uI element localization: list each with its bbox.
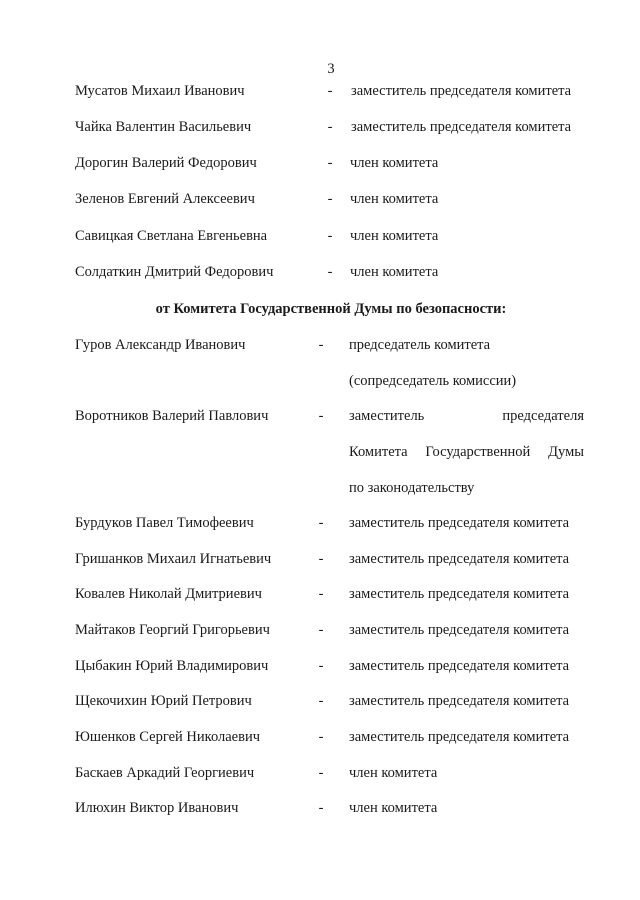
- member-dash: -: [327, 191, 333, 207]
- member-row: [0, 262, 640, 282]
- member-role: заместитель председателя комитета: [349, 586, 570, 602]
- member-role-line: председатель комитета: [349, 337, 491, 353]
- member-row: [0, 798, 640, 818]
- member-role: заместитель председателя комитета: [349, 622, 570, 638]
- member-name: Баскаев Аркадий Георгиевич: [75, 765, 255, 781]
- member-row: [0, 727, 640, 747]
- member-name: Мусатов Михаил Иванович: [75, 83, 245, 99]
- member-role: заместитель председателя комитета: [349, 693, 570, 709]
- member-row: [0, 549, 640, 569]
- member-name: Гришанков Михаил Игнатьевич: [75, 551, 272, 567]
- member-dash: -: [327, 119, 333, 135]
- member-dash: -: [318, 551, 324, 567]
- member-row: [0, 81, 640, 101]
- member-dash: -: [318, 729, 324, 745]
- member-row: [0, 620, 640, 640]
- section-heading: от Комитета Государственной Думы по безопасности:: [155, 301, 507, 317]
- member-row: [0, 153, 640, 173]
- member-dash: -: [318, 586, 324, 602]
- member-name: Гуров Александр Иванович: [75, 337, 246, 353]
- member-role: член комитета: [350, 264, 439, 280]
- member-role: член комитета: [349, 765, 438, 781]
- member-row: [0, 584, 640, 604]
- member-name: Цыбакин Юрий Владимирович: [75, 658, 269, 674]
- member-row: [0, 226, 640, 246]
- member-role: заместитель председателя комитета: [349, 551, 570, 567]
- member-name: Зеленов Евгений Алексеевич: [75, 191, 255, 207]
- member-dash: -: [327, 228, 333, 244]
- member-dash: -: [318, 765, 324, 781]
- member-name: Илюхин Виктор Иванович: [75, 800, 239, 816]
- page-number: 3: [327, 61, 335, 77]
- member-role: член комитета: [350, 191, 439, 207]
- member-role-line: Комитета Государственной Думы: [349, 444, 584, 460]
- member-role: член комитета: [350, 155, 439, 171]
- member-role: член комитета: [349, 800, 438, 816]
- member-name: Ковалев Николай Дмитриевич: [75, 586, 262, 602]
- member-row: [0, 691, 640, 711]
- member-role-line: по законодательству: [349, 480, 475, 496]
- member-dash: -: [318, 693, 324, 709]
- member-role: заместитель председателя комитета: [349, 729, 570, 745]
- member-name: Щекочихин Юрий Петрович: [75, 693, 252, 709]
- member-name: Юшенков Сергей Николаевич: [75, 729, 261, 745]
- member-dash: -: [318, 408, 324, 424]
- member-dash: -: [318, 658, 324, 674]
- member-name: Майтаков Георгий Григорьевич: [75, 622, 270, 638]
- member-role: заместитель председателя комитета: [351, 119, 572, 135]
- member-row: [0, 189, 640, 209]
- member-row: [0, 335, 640, 355]
- member-dash: -: [327, 264, 333, 280]
- member-row: [0, 656, 640, 676]
- member-role: заместитель председателя комитета: [349, 658, 570, 674]
- member-row: [0, 763, 640, 783]
- member-dash: -: [318, 622, 324, 638]
- member-dash: -: [327, 155, 333, 171]
- member-role: заместитель председателя комитета: [349, 515, 570, 531]
- member-row: [0, 513, 640, 533]
- member-dash: -: [318, 800, 324, 816]
- member-row: [0, 117, 640, 137]
- member-name: Савицкая Светлана Евгеньевна: [75, 228, 268, 244]
- member-name: Чайка Валентин Васильевич: [75, 119, 252, 135]
- member-name: Солдаткин Дмитрий Федорович: [75, 264, 274, 280]
- member-role: член комитета: [350, 228, 439, 244]
- member-name: Бурдуков Павел Тимофеевич: [75, 515, 254, 531]
- member-dash: -: [318, 337, 324, 353]
- member-name: Воротников Валерий Павлович: [75, 408, 269, 424]
- member-dash: -: [327, 83, 333, 99]
- member-dash: -: [318, 515, 324, 531]
- member-name: Дорогин Валерий Федорович: [75, 155, 257, 171]
- member-role-line: заместитель председателя: [349, 408, 584, 424]
- member-role: заместитель председателя комитета: [351, 83, 572, 99]
- member-role-line: (сопредседатель комиссии): [349, 373, 517, 389]
